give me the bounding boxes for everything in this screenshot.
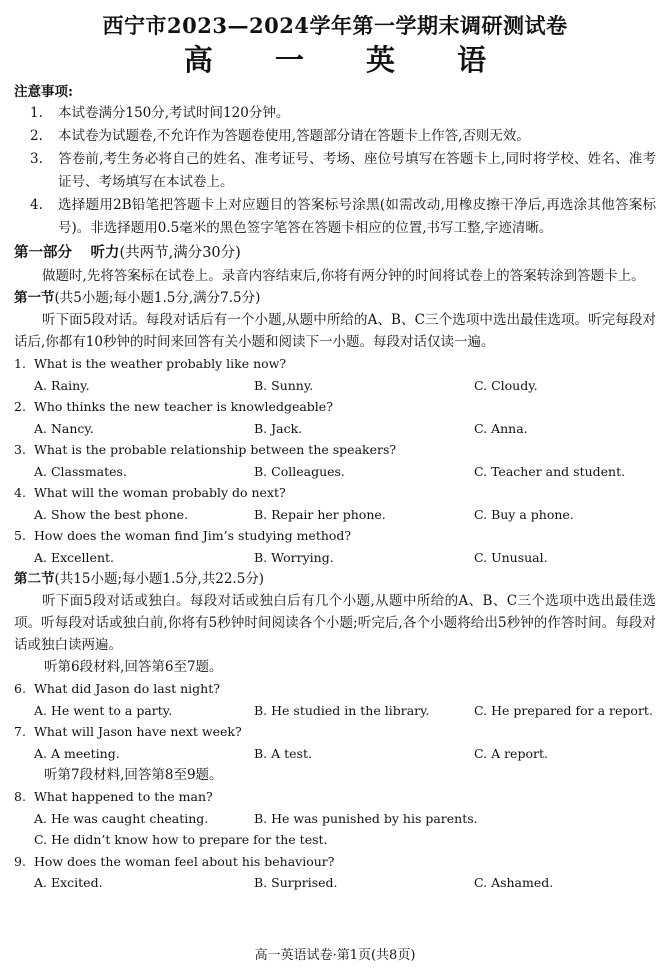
section1-label: 第一节 [14,290,55,306]
question [14,721,656,764]
option-c: C. Unusual. [474,549,548,565]
option-b: B. Repair her phone. [254,506,386,522]
option-a: A. Excited. [34,875,103,890]
question-stem: What did Jason do last night? [34,681,220,696]
question-stem: What happened to the man? [34,789,213,804]
option-a: A. Nancy. [34,420,94,436]
notice-text: 答卷前,考生务必将自己的姓名、准考证号、考场、座位号填写在答题卡上,同时将学校、姓名、准考证号、考场填写在本试卷上。 [58,151,656,190]
notice-item [14,125,656,148]
section2-detail: (共15小题;每小题1.5分,共22.5分) [54,571,265,587]
part1-intro: 做题时,先将答案标在试卷上。录音内容结束后,你将有两分钟的时间将试卷上的答案转涂到答题卡上。 [42,268,645,284]
option-a: A. He went to a party. [34,702,173,718]
option-c: C. Cloudy. [474,377,538,393]
section1-detail: (共5小题;每小题1.5分,满分7.5分) [54,290,261,306]
question [14,525,656,568]
question-stem: What is the probable relationship between the speakers? [34,442,397,457]
question-number: 7. [14,724,26,739]
exam-title: 西宁市2023—2024学年第一学期末调研测试卷 [102,13,568,38]
question [14,482,656,525]
question-stem: How does the woman feel about his behaviour? [34,853,335,869]
question [14,439,656,482]
question [14,678,656,721]
notice-item [14,194,656,240]
notice-number: 3. [30,151,43,167]
question-number: 3. [14,442,26,457]
option-b: B. Worrying. [254,549,334,565]
question-stem: What will the woman probably do next? [34,485,286,500]
option-c: C. A report. [474,745,548,761]
question-number: 4. [14,485,26,500]
option-a: A. Classmates. [34,463,127,479]
section2-label: 第二节 [14,571,55,587]
question [14,353,656,396]
question-number: 2. [14,399,26,414]
question-stem: How does the woman find Jim’s studying method? [34,528,352,543]
notice-item [14,102,656,125]
notice-text: 本试卷为试题卷,不允许作为答题卷使用,答题部分请在答题卡上作答,否则无效。 [58,128,530,144]
notice-heading: 注意事项: [14,84,73,100]
question-number: 8. [14,789,26,804]
part1-name: 听力 [90,244,120,261]
option-c: C. Buy a phone. [474,506,574,522]
question-stem: What is the weather probably like now? [34,356,287,371]
option-b: B. He studied in the library. [254,702,430,718]
material-instruction: 听第6段材料,回答第6至7题。 [44,659,223,675]
option-a: A. A meeting. [34,745,120,761]
notice-block [14,82,656,240]
notice-item [14,148,656,194]
notice-text: 本试卷满分150分,考试时间120分钟。 [58,105,290,121]
question [14,396,656,439]
part1-detail: (共两节,满分30分) [119,245,241,261]
subject-title: 高 一 英 语 [183,43,513,77]
option-c: C. Ashamed. [474,875,554,890]
section1-heading [14,287,656,309]
option-b: B. Surprised. [254,875,338,890]
option-a: A. Rainy. [34,377,90,393]
question-number: 1. [14,356,26,371]
question-stem: What will Jason have next week? [34,724,242,739]
section2-heading [14,568,656,590]
exam-page [0,12,670,973]
material-instruction: 听第7段材料,回答第8至9题。 [44,767,223,783]
option-a: A. Excellent. [34,549,114,565]
notice-number: 2. [30,128,43,144]
question-stem: Who thinks the new teacher is knowledgeable? [34,399,333,414]
notice-number: 4. [30,197,43,213]
question [14,786,656,851]
option-c: C. He prepared for a report. [474,702,653,718]
notice-text: 选择题用2B铅笔把答题卡上对应题目的答案标号涂黑(如需改动,用橡皮擦干净后,再选涂其他答案标号)。非选择题用0.5毫米的黑色签字笔答在答题卡相应的位置,书写工整,字迹清晰。 [58,197,656,236]
option-c: C. He didn’t know how to prepare for the test. [34,832,328,847]
question [14,851,656,894]
option-b: B. A test. [254,745,312,761]
notice-number: 1. [30,105,43,121]
question-number: 6. [14,681,26,696]
page-footer: 高一英语试卷·第1页(共8页) [254,948,416,963]
section2-intro: 听下面5段对话或独白。每段对话或独白后有几个小题,从题中所给的A、B、C三个选项中选出最佳选项。听每段对话或独白前,你将有5秒钟时间阅读各个小题;听完后,各个小题将给出5秒钟的作答时间。每段对话或独白读两遍。 [14,593,656,653]
option-c: C. Teacher and student. [474,463,626,479]
option-b: B. He was punished by his parents. [254,810,478,826]
part1-heading [14,241,656,265]
option-b: B. Jack. [254,420,303,436]
option-b: B. Colleagues. [254,463,345,479]
part1-label: 第一部分 [14,244,72,261]
question-number: 5. [14,528,26,543]
option-a: A. Show the best phone. [34,506,189,522]
question-number: 9. [14,853,26,869]
option-b: B. Sunny. [254,377,314,393]
option-a: A. He was caught cheating. [34,810,209,826]
option-c: C. Anna. [474,420,528,436]
section1-intro: 听下面5段对话。每段对话后有一个小题,从题中所给的A、B、C三个选项中选出最佳选项。听完每段对话后,你都有10秒钟的时间来回答有关小题和阅读下一小题。每段对话仅读一遍。 [14,312,656,350]
